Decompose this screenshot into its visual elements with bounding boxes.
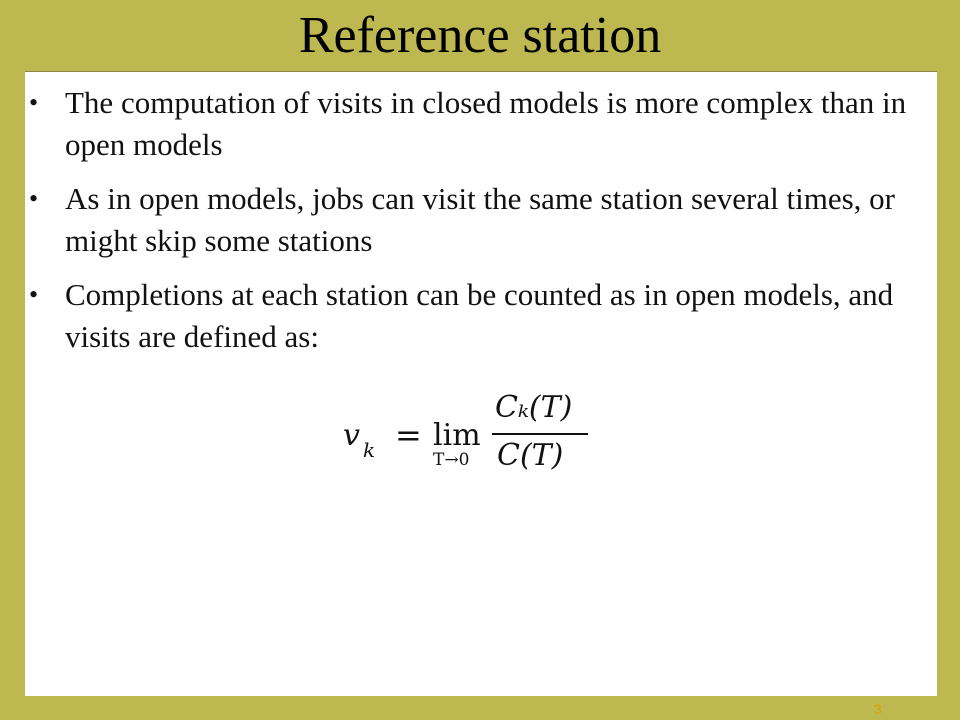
bullet-icon: •	[29, 280, 39, 309]
bullet-text: As in open models, jobs can visit the same station several times, or might skip some stations	[65, 181, 895, 258]
slide-title: Reference station	[298, 7, 662, 64]
bullet-item	[25, 274, 937, 358]
equation-equals-sign: =	[395, 416, 422, 454]
slide-number: 3	[874, 701, 882, 717]
equation-numerator: Cₖ(T)	[495, 390, 573, 425]
bullet-item	[25, 82, 937, 166]
equation-limit-operator: lim	[433, 418, 481, 453]
content-panel	[25, 72, 937, 696]
equation-denominator: C(T)	[497, 438, 564, 473]
equation-lhs-variable: v	[343, 418, 360, 453]
equation-fraction-bar	[492, 433, 588, 435]
bullet-list	[25, 82, 937, 370]
bullet-icon: •	[29, 184, 39, 213]
bullet-text: Completions at each station can be counted as in open models, and visits are defined as:	[65, 277, 894, 354]
visits-equation	[343, 390, 603, 480]
equation-lhs-subscript: k	[363, 438, 376, 462]
bullet-icon: •	[29, 88, 39, 117]
bullet-item	[25, 178, 937, 262]
bullet-text: The computation of visits in closed models is more complex than in open models	[65, 85, 907, 162]
equation-limit-subscript: T→0	[433, 450, 470, 470]
